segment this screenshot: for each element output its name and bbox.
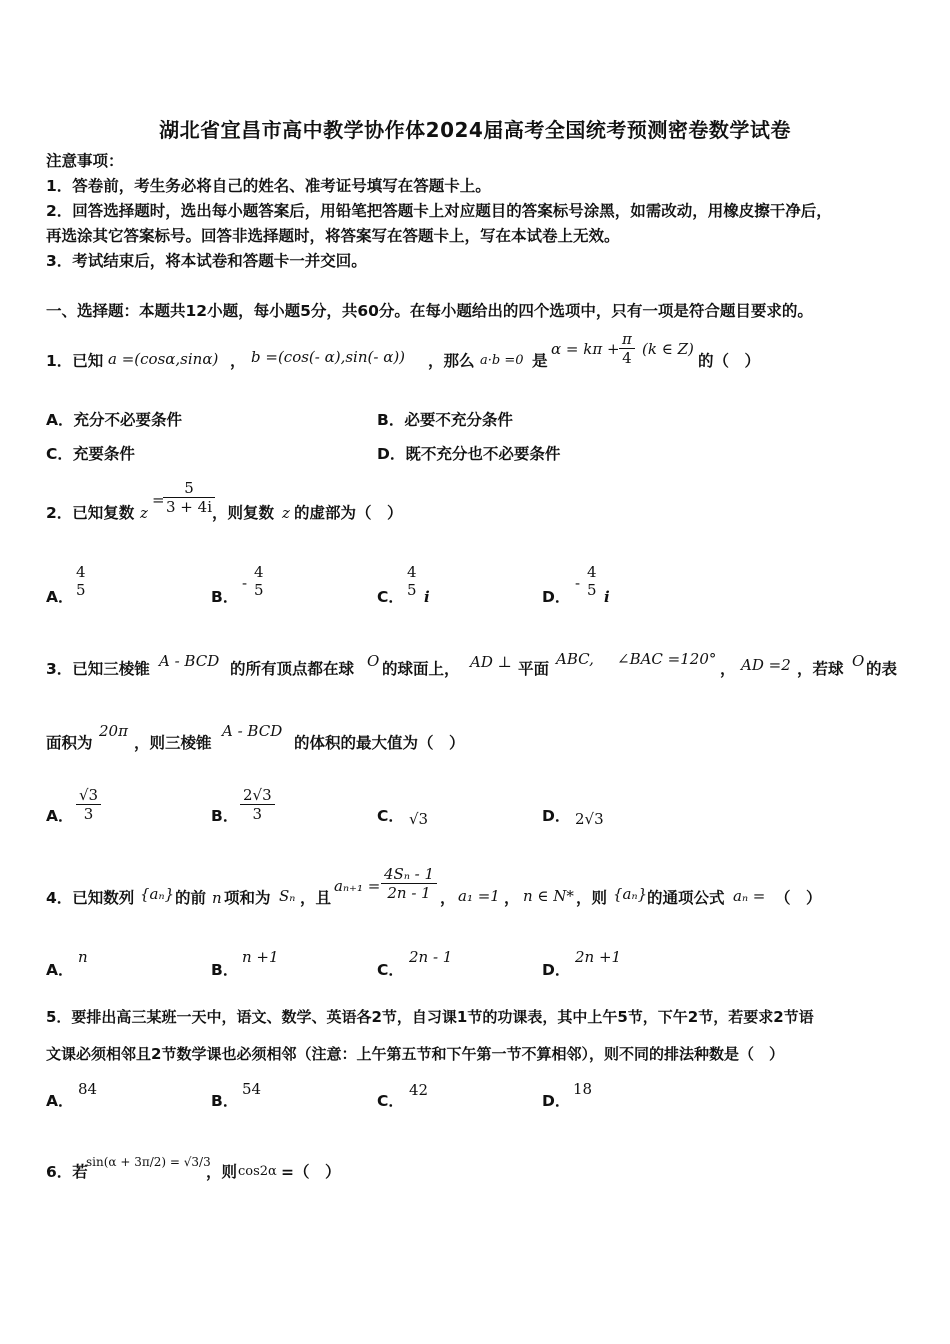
q4-n: n <box>212 889 222 907</box>
q1-text-3: 是 <box>532 352 548 370</box>
q3-tetra-2: A - BCD <box>222 722 283 740</box>
q4-fraction <box>381 865 437 902</box>
q4-option-a-label: A． <box>46 961 74 979</box>
q4-comma: ， <box>440 889 456 907</box>
q6-prefix: 6．若 <box>46 1163 88 1181</box>
q4-an: aₙ = <box>733 887 766 905</box>
q1-option-b: B．必要不充分条件 <box>377 411 513 429</box>
q4-text-4: ，且 <box>300 889 332 907</box>
q1-vector-b: b =(cos(- α),sin(- α)) <box>251 348 406 366</box>
q4-option-c-label: C． <box>377 961 404 979</box>
q1-dot-product: a·b =0 <box>480 353 524 368</box>
q1-alpha-expr: α = kπ + <box>551 340 620 358</box>
q5-option-a-label: A． <box>46 1092 74 1110</box>
notice-item-2a: 2．回答选择题时，选出每小题答案后，用铅笔把答题卡上对应题目的答案标号涂黑，如需改动，用橡皮擦干净后， <box>46 202 832 220</box>
q2-b-num: 4 <box>254 563 264 581</box>
page-title: 湖北省宜昌市高中教学协作体2024届高考全国统考预测密卷数学试卷 <box>159 118 791 142</box>
q2-option-d-sign: - <box>575 574 581 592</box>
notice-item-2b: 再选涂其它答案标号。回答非选择题时，将答案写在答题卡上，写在本试卷上无效。 <box>46 227 620 245</box>
notice-heading: 注意事项： <box>46 152 124 170</box>
q2-option-a-value <box>73 563 89 599</box>
q2-a-num: 4 <box>76 563 86 581</box>
q5-line-2: 文课必须相邻且2节数学课也必须相邻（注意：上午第五节和下午第一节不算相邻），则不同的排法种数是（ ） <box>46 1045 784 1063</box>
q6-text-2: ，则 <box>206 1163 238 1181</box>
q2-c-den: 5 <box>407 581 417 599</box>
q3-prefix: 3．已知三棱锥 <box>46 660 150 678</box>
q2-prefix: 2．已知复数 <box>46 504 135 522</box>
q3-text-6: 面积为 <box>46 734 93 752</box>
q2-option-c-label: C． <box>377 588 404 606</box>
q3-area: 20π <box>99 722 128 740</box>
q3-option-a-value <box>76 786 101 823</box>
q4-text-2: 的前 <box>175 889 207 907</box>
q2-z: z <box>140 504 148 522</box>
q4-text-6: 的通项公式 <box>647 889 725 907</box>
q3-suffix: 的体积的最大值为（ ） <box>294 734 465 752</box>
q2-option-d-value <box>584 563 600 599</box>
q6-suffix: =（ ） <box>281 1163 341 1181</box>
q3-ad-eq: AD =2 <box>741 656 791 674</box>
q2-numerator: 5 <box>184 479 194 497</box>
q3-option-b-label: B． <box>211 807 239 825</box>
q5-option-d-label: D． <box>542 1092 571 1110</box>
q3-a-num: √3 <box>79 786 99 804</box>
q1-text-2: ，那么 <box>428 352 475 370</box>
q2-b-den: 5 <box>254 581 264 599</box>
q1-pi: π <box>622 330 632 348</box>
q3-text-5: 的表 <box>866 660 898 678</box>
q1-option-a: A．充分不必要条件 <box>46 411 182 429</box>
q2-option-b-label: B． <box>211 588 239 606</box>
q2-option-b-value <box>251 563 267 599</box>
q1-vector-a: a =(cosα,sinα) <box>108 350 219 368</box>
q1-pi-over-4 <box>619 330 635 367</box>
q3-comma: ， <box>720 660 736 678</box>
q2-a-den: 5 <box>76 581 86 599</box>
q4-option-c-value: 2n - 1 <box>409 948 453 966</box>
q4-n-in-n: n ∈ N* <box>523 887 574 905</box>
q3-angle: ∠BAC =120° <box>617 650 717 668</box>
q4-option-b-value: n +1 <box>242 948 279 966</box>
q5-option-b-value: 54 <box>242 1080 262 1098</box>
q4-option-a-value: n <box>78 948 88 966</box>
q4-text-3: 项和为 <box>224 889 271 907</box>
q6-condition: sin(α + 3π/2) = √3/3 <box>86 1155 211 1169</box>
q6-cos2a: cos2α <box>238 1164 277 1179</box>
q3-text-2: 的所有顶点都在球 <box>230 660 355 678</box>
q2-fraction <box>163 479 215 516</box>
notice-item-1: 1．答卷前，考生务必将自己的姓名、准考证号填写在答题卡上。 <box>46 177 491 195</box>
q1-suffix: 的（ ） <box>698 352 761 370</box>
q1-comma: ， <box>230 352 246 370</box>
q3-option-c-label: C． <box>377 807 404 825</box>
q2-d-den: 5 <box>587 581 597 599</box>
q3-ad-perp: AD ⊥ <box>470 653 512 671</box>
q3-sphere-o-2: O <box>852 652 865 670</box>
q4-option-d-value: 2n +1 <box>575 948 622 966</box>
q3-option-d-value: 2√3 <box>575 810 604 828</box>
q3-text-7: ，则三棱锥 <box>134 734 212 752</box>
q3-option-a-label: A． <box>46 807 74 825</box>
section-heading: 一、选择题：本题共12小题，每小题5分，共60分。在每小题给出的四个选项中，只有一项是符合题目要求的。 <box>46 302 813 320</box>
q1-k-in-z: (k ∈ Z) <box>642 340 694 358</box>
q1-option-d: D．既不充分也不必要条件 <box>377 445 561 463</box>
q2-suffix: 的虚部为（ ） <box>294 504 403 522</box>
q4-option-d-label: D． <box>542 961 571 979</box>
q3-sphere-o: O <box>367 652 380 670</box>
q4-text-5: ，则 <box>576 889 608 907</box>
q2-d-num: 4 <box>587 563 597 581</box>
q5-option-a-value: 84 <box>78 1080 98 1098</box>
q3-option-d-label: D． <box>542 807 571 825</box>
q3-tetra: A - BCD <box>159 652 220 670</box>
q3-b-num: 2√3 <box>243 786 272 804</box>
q2-text-2: ，则复数 <box>212 504 275 522</box>
q5-line-1: 5．要排出高三某班一天中，语文、数学、英语各2节，自习课1节的功课表，其中上午5节，下午2节，若要求2节语 <box>46 1008 814 1026</box>
q3-option-b-value <box>240 786 275 823</box>
q5-option-b-label: B． <box>211 1092 239 1110</box>
q1-option-c: C．充要条件 <box>46 445 135 463</box>
q1-four: 4 <box>619 348 635 367</box>
q4-recursion: aₙ₊₁ = <box>334 877 381 895</box>
q2-c-num: 4 <box>407 563 417 581</box>
q3-a-den: 3 <box>76 804 101 823</box>
q2-equals: = <box>152 491 165 509</box>
q2-option-a-label: A． <box>46 588 74 606</box>
q2-option-d-i: i <box>604 588 610 606</box>
q3-plane: 平面 <box>518 660 550 678</box>
q3-abc: ABC, <box>556 650 594 668</box>
q2-option-b-sign: - <box>242 574 248 592</box>
q4-prefix: 4．已知数列 <box>46 889 135 907</box>
q4-num: 4Sₙ - 1 <box>384 865 435 883</box>
q5-option-c-label: C． <box>377 1092 404 1110</box>
q4-option-b-label: B． <box>211 961 239 979</box>
q2-option-c-i: i <box>424 588 430 606</box>
q4-comma-2: ， <box>504 889 520 907</box>
q4-seq: {aₙ} <box>140 885 175 903</box>
q4-a1: a₁ =1 <box>458 887 500 905</box>
q4-seq-2: {aₙ} <box>613 885 648 903</box>
q2-z-2: z <box>282 504 290 522</box>
q2-option-c-value <box>404 563 420 599</box>
q4-suffix: （ ） <box>775 889 822 907</box>
q3-text-3: 的球面上， <box>382 660 460 678</box>
q2-denominator: 3 + 4i <box>163 497 215 516</box>
q4-den: 2n - 1 <box>381 883 437 902</box>
q5-option-c-value: 42 <box>409 1081 429 1099</box>
q3-option-c-value: √3 <box>409 810 429 828</box>
q5-option-d-value: 18 <box>573 1080 593 1098</box>
q3-text-4: ，若球 <box>797 660 844 678</box>
notice-item-3: 3．考试结束后，将本试卷和答题卡一并交回。 <box>46 252 367 270</box>
q4-sn: Sₙ <box>279 887 296 905</box>
q2-option-d-label: D． <box>542 588 571 606</box>
q3-b-den: 3 <box>240 804 275 823</box>
q1-prefix: 1．已知 <box>46 352 104 370</box>
